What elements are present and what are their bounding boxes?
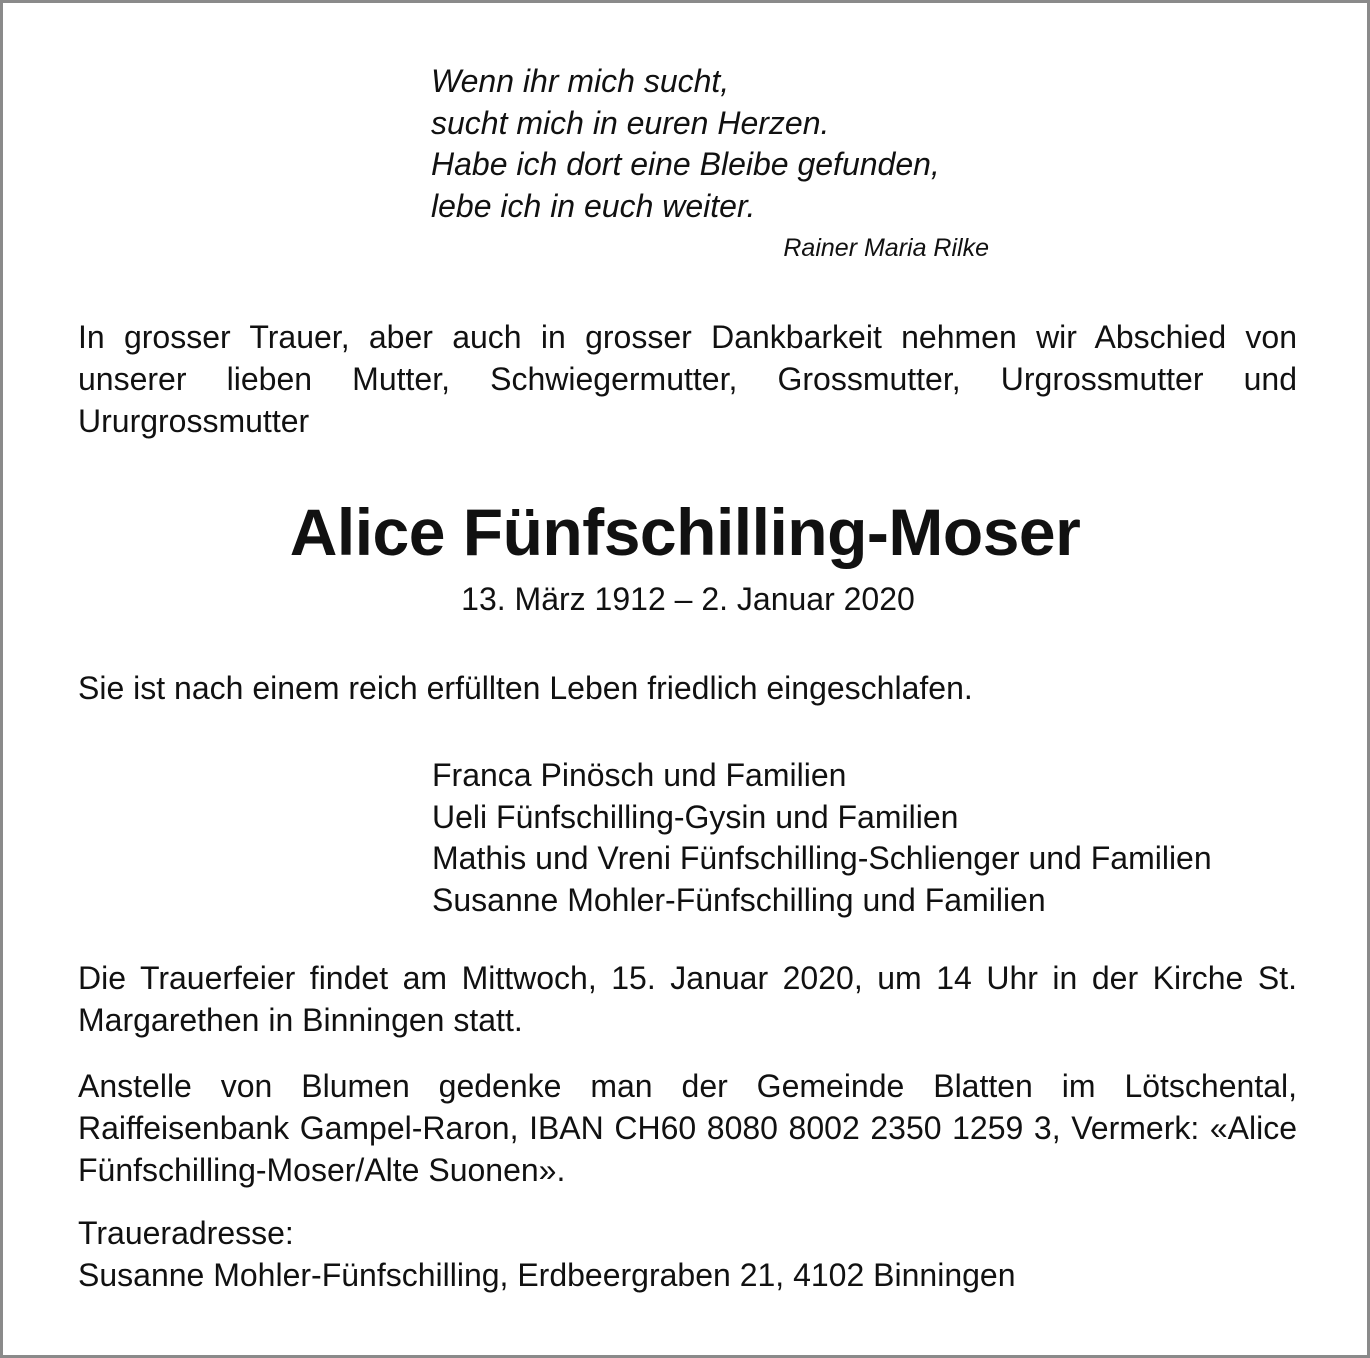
life-dates: 13. März 1912 – 2. Januar 2020 [461, 581, 915, 617]
funeral-paragraph: Die Trauerfeier findet am Mittwoch, 15. Januar 2020, um 14 Uhr in der Kirche St. Margarethen in Binningen statt. [78, 960, 1297, 1038]
address-value: Susanne Mohler-Fünfschilling, Erdbeergraben 21, 4102 Binningen [78, 1257, 1016, 1293]
poem-author: Rainer Maria Rilke [783, 234, 989, 262]
mourning-address [78, 1212, 1297, 1296]
family-member: Mathis und Vreni Fünfschilling-Schlienger und Familien [432, 840, 1212, 876]
poem-line: sucht mich in euren Herzen. [431, 104, 830, 141]
intro-paragraph: In grosser Trauer, aber auch in grosser Dankbarkeit nehmen wir Abschied von unserer lieben Mutter, Schwiegermutter, Grossmutter, Urgrossmutter und Ururgrossmutter [78, 319, 1297, 439]
family-member: Franca Pinösch und Familien [432, 757, 847, 793]
family-member: Ueli Fünfschilling-Gysin und Familien [432, 798, 959, 835]
statement-paragraph: Sie ist nach einem reich erfüllten Leben friedlich eingeschlafen. [78, 670, 973, 706]
deceased-name: Alice Fünfschilling-Moser [289, 495, 1081, 569]
poem [431, 61, 1031, 227]
donation-paragraph: Anstelle von Blumen gedenke man der Gemeinde Blatten im Lötschental, Raiffeisenbank Gampel-Raron, IBAN CH60 8080 8002 2350 1259 3, Vermerk: «Alice Fünfschilling-Moser/Alte Suonen». [78, 1068, 1297, 1188]
address-label: Traueradresse: [78, 1215, 294, 1251]
poem-line: Habe ich dort eine Bleibe gefunden, [431, 146, 940, 182]
poem-line: lebe ich in euch weiter. [431, 187, 756, 224]
poem-line: Wenn ihr mich sucht, [431, 63, 730, 99]
family-list [432, 755, 1312, 921]
family-member: Susanne Mohler-Fünfschilling und Familien [432, 881, 1046, 918]
